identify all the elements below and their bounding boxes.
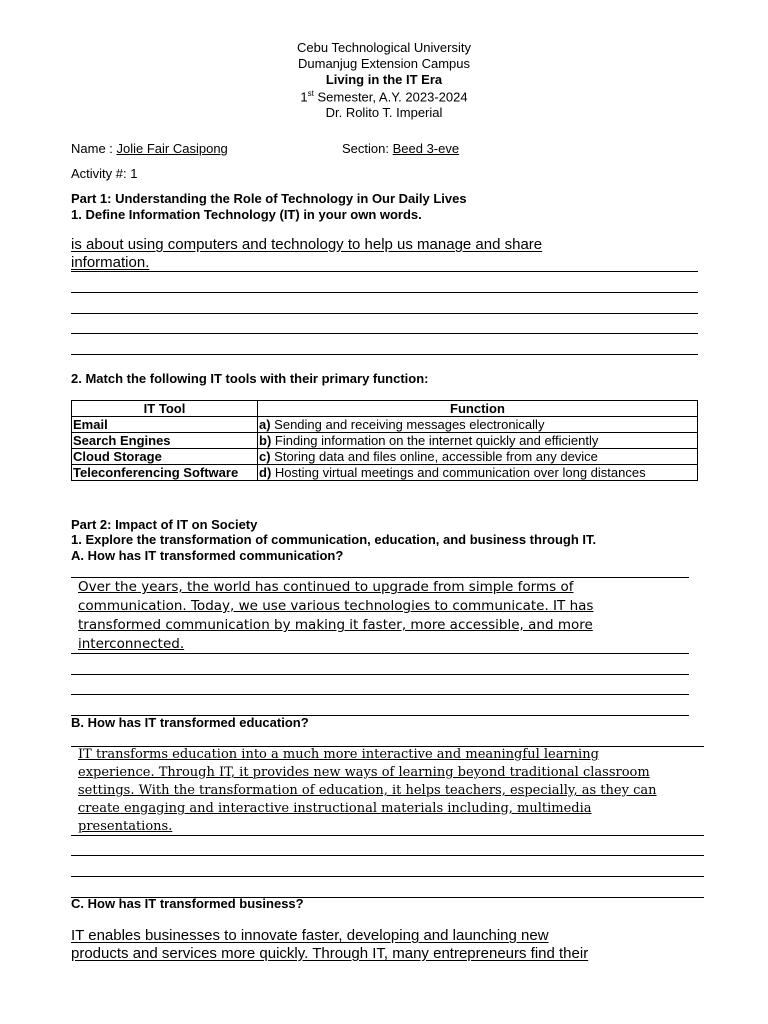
tool-cell: Teleconferencing Software	[72, 465, 258, 481]
part1-question-2: 2. Match the following IT tools with their primary function:	[71, 371, 429, 386]
table-row	[72, 417, 698, 433]
part2-title: Part 2: Impact of IT on Society	[71, 517, 258, 532]
answer-line	[71, 876, 704, 877]
question-b: B. How has IT transformed education?	[71, 715, 309, 730]
function-text: Finding information on the internet quickly and efficiently	[271, 433, 599, 448]
function-letter: c)	[259, 449, 271, 464]
name-label: Name :	[71, 141, 117, 156]
it-tools-table	[71, 400, 698, 481]
answer-line	[71, 333, 698, 334]
function-text: Sending and receiving messages electronically	[270, 417, 545, 432]
function-text: Hosting virtual meetings and communication over long distances	[271, 465, 646, 480]
answer-line	[71, 835, 704, 836]
table-row	[72, 433, 698, 449]
answer-b	[78, 746, 704, 836]
semester-text: Semester, A.Y. 2023-2024	[313, 89, 468, 105]
answer-line	[71, 313, 698, 314]
answer-b-line-1: IT transforms education into a much more interactive and meaningful learning	[78, 747, 599, 762]
answer-c-line-2: products and services more quickly. Through IT, many entrepreneurs find their	[71, 945, 589, 962]
answer-1-line-2: information.	[71, 254, 150, 271]
part2-question-1: 1. Explore the transformation of communication, education, and business through IT.	[71, 532, 597, 547]
answer-line	[71, 855, 704, 856]
table-header-row	[72, 401, 698, 417]
answer-b-line-3: settings. With the transformation of education, it helps teachers, especially, as they can	[78, 783, 657, 798]
answer-a-line-2: communication. Today, we use various technologies to communicate. IT has	[78, 598, 594, 614]
course-title: Living in the IT Era	[325, 72, 443, 87]
function-letter: d)	[259, 465, 272, 480]
answer-a-line-1: Over the years, the world has continued to upgrade from simple forms of	[78, 579, 574, 595]
answer-line	[71, 271, 698, 272]
name-row	[71, 141, 228, 156]
table-header-tool: IT Tool	[72, 401, 258, 417]
semester-ordinal: 1	[300, 89, 308, 105]
function-text: Storing data and files online, accessible from any device	[270, 449, 598, 464]
university-name: Cebu Technological University	[297, 40, 471, 55]
activity-number: Activity #: 1	[71, 166, 138, 181]
function-letter: b)	[259, 433, 272, 448]
table-row	[72, 465, 698, 481]
tool-cell: Cloud Storage	[72, 449, 258, 465]
function-cell	[258, 433, 698, 449]
semester-line	[0, 89, 768, 104]
table-header-function: Function	[258, 401, 698, 417]
answer-b-line-4: create engaging and interactive instructional materials including, multimedia	[78, 801, 592, 816]
function-cell	[258, 449, 698, 465]
answer-1-line-1: is about using computers and technology to help us manage and share	[71, 236, 543, 253]
answer-b-line-5: presentations.	[78, 819, 173, 834]
answer-line	[71, 354, 698, 355]
answer-line	[71, 694, 689, 695]
function-cell	[258, 417, 698, 433]
answer-1	[71, 236, 698, 272]
answer-line	[71, 674, 689, 675]
answer-a-line-3: transformed communication by making it faster, more accessible, and more	[78, 617, 593, 633]
part1-question-1: 1. Define Information Technology (IT) in your own words.	[71, 207, 422, 222]
table-row	[72, 449, 698, 465]
instructor-name: Dr. Rolito T. Imperial	[325, 105, 443, 120]
answer-b-line-2: experience. Through IT, it provides new ways of learning beyond traditional classroom	[78, 765, 650, 780]
question-c: C. How has IT transformed business?	[71, 896, 304, 911]
answer-a-line-4: interconnected.	[78, 636, 185, 652]
answer-line	[71, 292, 698, 293]
part1-title: Part 1: Understanding the Role of Technology in Our Daily Lives	[71, 191, 467, 206]
answer-line	[71, 653, 689, 654]
answer-c-line-1: IT enables businesses to innovate faster, developing and launching new	[71, 927, 549, 944]
name-value: Jolie Fair Casipong	[116, 141, 228, 156]
section-value: Beed 3-eve	[392, 141, 460, 156]
campus-name: Dumanjug Extension Campus	[298, 56, 470, 71]
tool-cell: Email	[72, 417, 258, 433]
question-a: A. How has IT transformed communication?	[71, 548, 344, 563]
section-row	[342, 141, 459, 156]
answer-a	[78, 578, 690, 654]
answer-c	[71, 927, 711, 963]
section-label: Section:	[342, 141, 393, 156]
semester-ordinal-suffix: st	[307, 89, 314, 98]
function-cell	[258, 465, 698, 481]
function-letter: a)	[259, 417, 271, 432]
tool-cell: Search Engines	[72, 433, 258, 449]
